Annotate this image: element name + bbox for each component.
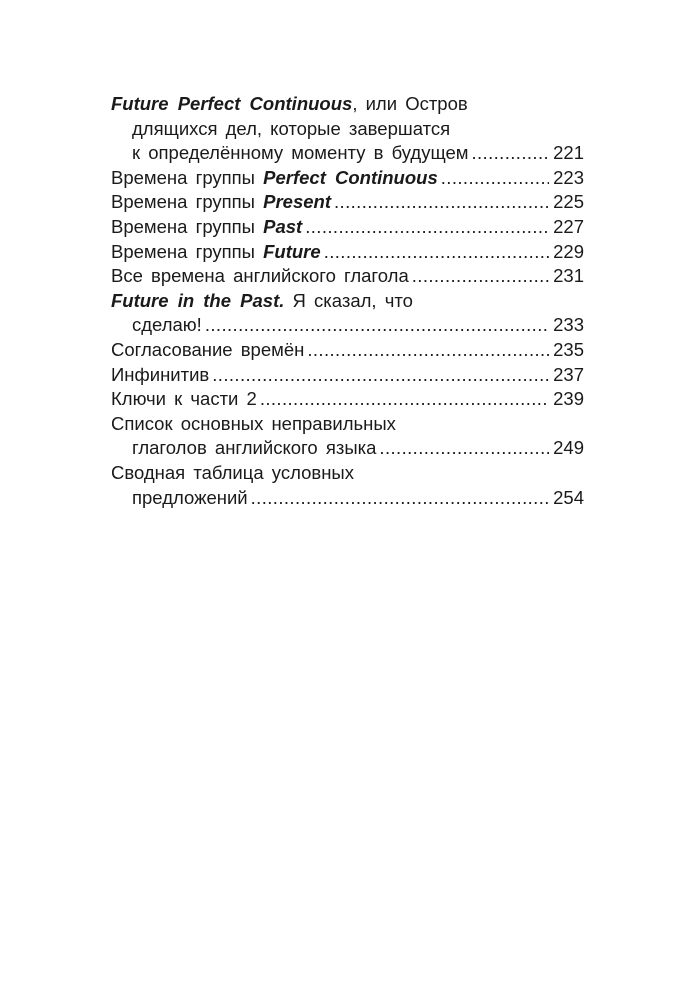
toc-entry-line [111,240,584,265]
page-number: 249 [553,437,584,459]
toc-entry-text: Сводная таблица условных [111,461,354,483]
toc-entry[interactable] [111,190,584,215]
toc-entry-text: Времена группы [111,215,255,237]
toc-entry-emphasis: Future in the Past. [111,289,285,311]
toc-entry-text: Ключи к части 2 [111,388,257,410]
toc-entry-emphasis: Present [263,191,331,213]
dot-leader [251,486,550,511]
toc-entry-emphasis: Past [263,215,303,237]
dot-leader [334,190,549,215]
toc-entry-line [111,117,584,142]
page-number: 229 [553,240,584,262]
page-number: 223 [553,166,584,188]
toc-entry-text: Согласование времён [111,338,305,360]
toc-entry-line [111,141,584,166]
toc-entry-line [111,486,584,511]
toc-entry[interactable] [111,166,584,191]
dot-leader [205,313,549,338]
toc-entry-emphasis: Future [263,240,321,262]
toc-entry-line [111,338,584,363]
toc-entry-text: предложений [132,486,248,508]
toc-entry-line [111,363,584,388]
toc-entry[interactable] [111,215,584,240]
page-number: 225 [553,191,584,213]
dot-leader [412,264,549,289]
page-number: 227 [553,215,584,237]
toc-entry[interactable] [111,461,584,510]
toc-entry-line [111,289,584,314]
toc-entry[interactable] [111,240,584,265]
dot-leader [260,387,549,412]
toc-entry[interactable] [111,412,584,461]
toc-entry-text: Список основных неправильных [111,412,396,434]
toc-entry-text: длящихся дел, которые завершатся [132,117,451,139]
dot-leader [379,436,549,461]
toc-entry-text: глаголов английского языка [132,437,377,459]
page-number: 233 [553,314,584,336]
toc-entry[interactable] [111,289,584,338]
toc-entry-line [111,92,584,117]
toc-entry-line [111,215,584,240]
toc-entry-line [111,313,584,338]
dot-leader [471,141,549,166]
page-number: 237 [553,363,584,385]
dot-leader [307,338,549,363]
toc-entry-text: к определённому моменту в будущем [132,142,469,164]
page-number: 239 [553,388,584,410]
page-number: 235 [553,338,584,360]
toc-entry-line [111,412,584,437]
toc-entry-emphasis: Perfect Continuous [263,166,438,188]
dot-leader [212,363,549,388]
toc-entry-text: Инфинитив [111,363,210,385]
toc-entry[interactable] [111,387,584,412]
page-number: 231 [553,265,584,287]
page-number: 254 [553,486,584,508]
dot-leader [324,240,549,265]
toc-entry[interactable] [111,338,584,363]
toc-entry-line [111,387,584,412]
dot-leader [305,215,549,240]
toc-entry-line [111,166,584,191]
toc-entry-line [111,264,584,289]
toc-entry[interactable] [111,92,584,166]
toc-entry-text: сделаю! [132,314,202,336]
table-of-contents [111,92,584,510]
toc-entry[interactable] [111,264,584,289]
dot-leader [441,166,549,191]
page-number: 221 [553,142,584,164]
toc-entry-text: Времена группы [111,166,255,188]
toc-entry-line [111,190,584,215]
toc-entry-emphasis: Future Perfect Continuous [111,93,353,114]
toc-entry-text: Я сказал, что [284,289,413,311]
toc-entry[interactable] [111,363,584,388]
toc-entry-line [111,436,584,461]
toc-entry-text: , или Остров [352,93,468,114]
toc-entry-text: Времена группы [111,240,255,262]
toc-entry-text: Времена группы [111,191,255,213]
toc-entry-text: Все времена английского глагола [111,265,409,287]
toc-entry-line [111,461,584,486]
